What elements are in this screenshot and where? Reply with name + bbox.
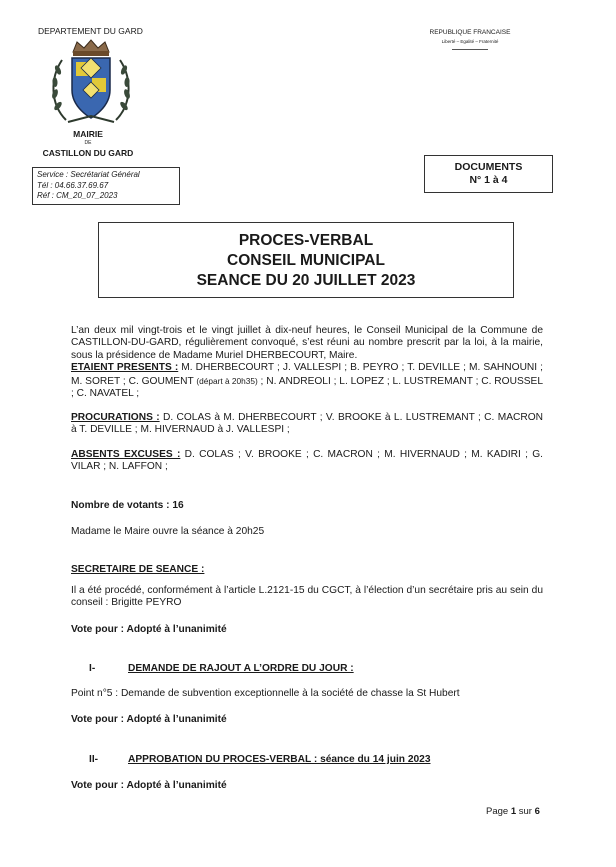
present-note: (départ à 20h35) <box>196 375 258 386</box>
republic-rule <box>452 49 488 50</box>
section-2-heading: APPROBATION DU PROCES-VERBAL : séance du 14 juin 2023 <box>128 754 431 765</box>
page-number <box>486 806 540 817</box>
procurations-text: D. COLAS à M. DHERBECOURT ; V. BROOKE à L. LUSTREMANT ; C. MACRON à T. DEVILLE ; M. HIVERNAUD à J. VALLESPI ; <box>71 412 543 436</box>
present-label: ETAIENT PRESENTS : <box>71 362 179 374</box>
page-middle: sur <box>516 806 535 817</box>
republic-label: REPUBLIQUE FRANCAISE <box>429 29 511 36</box>
title-line-2: CONSEIL MUNICIPAL <box>227 252 385 269</box>
coat-of-arms-logo <box>46 38 136 130</box>
intro-paragraph <box>71 325 543 400</box>
present-list-a: M. DHERBECOURT ; J. VALLESPI ; B. PEYRO ; T. DEVILLE ; M. SAHNOUNI ; M. SORET ; C. GOUMENT <box>71 362 543 387</box>
section-1-text: Point n°5 : Demande de subvention exceptionnelle à la société de chasse la St Hubert <box>71 688 460 699</box>
page-prefix: Page <box>486 806 511 817</box>
secretary-heading: SECRETAIRE DE SEANCE : <box>71 564 205 575</box>
section-1-vote: Vote pour : Adopté à l’unanimité <box>71 714 227 725</box>
mairie-town: CASTILLON DU GARD <box>42 148 134 158</box>
documents-box <box>424 155 553 193</box>
title-line-1: PROCES-VERBAL <box>238 232 374 249</box>
opening-line: Madame le Maire ouvre la séance à 20h25 <box>71 526 265 537</box>
procurations-paragraph <box>71 412 543 437</box>
republic-motto: Liberté – Egalité – Fraternité <box>441 39 499 44</box>
votants-count: Nombre de votants : 16 <box>71 500 184 511</box>
page-current: 1 <box>510 806 517 817</box>
page-total: 6 <box>534 806 540 817</box>
section-2-vote: Vote pour : Adopté à l’unanimité <box>71 780 227 791</box>
service-box <box>32 167 180 205</box>
present-list-b: ; N. ANDREOLI ; L. LOPEZ ; L. LUSTREMANT ; C. ROUSSEL ; C. NAVATEL ; <box>71 375 543 400</box>
documents-label: DOCUMENTS <box>454 161 523 173</box>
department-label: DEPARTEMENT DU GARD <box>38 26 143 36</box>
title-line-3: SEANCE DU 20 JUILLET 2023 <box>196 272 416 289</box>
title-box <box>98 222 514 298</box>
secretary-text: Il a été procédé, conformément à l’article L.2121-15 du CGCT, à l’élection d’un secrétaire pris au sein du conseil : Brigitte PEYRO <box>71 585 543 609</box>
absents-text: D. COLAS ; V. BROOKE ; C. MACRON ; M. HIVERNAUD ; M. KADIRI ; G. VILAR ; N. LAFFON ; <box>71 449 544 473</box>
section-1-number: I- <box>89 663 96 674</box>
secretary-vote: Vote pour : Adopté à l’unanimité <box>71 624 227 635</box>
mairie-label: MAIRIE <box>73 129 103 139</box>
republic-block <box>402 28 538 50</box>
procurations-label: PROCURATIONS : <box>71 412 160 423</box>
service-line: Service : Secrétariat Général <box>37 170 140 179</box>
section-2-number: II- <box>89 754 99 765</box>
service-ref: Réf : CM_20_07_2023 <box>37 191 118 200</box>
absents-paragraph <box>71 449 543 474</box>
intro-text: L’an deux mil vingt-trois et le vingt juillet à dix-neuf heures, le Conseil Municipal de la Commune de CASTILLON-DU-GARD, régulièrement convoqué, s’est réuni au nombre prescrit par la loi, à la mairie, sous la présidence de Madame Muriel DHERBECOURT, Maire. <box>71 325 543 361</box>
mairie-de: DE <box>84 140 92 146</box>
documents-range: N° 1 à 4 <box>469 174 508 186</box>
mairie-block <box>30 128 146 159</box>
service-phone: Tél : 04.66.37.69.67 <box>37 180 109 190</box>
absents-label: ABSENTS EXCUSES : <box>71 449 181 460</box>
section-1-heading: DEMANDE DE RAJOUT A L’ORDRE DU JOUR : <box>128 663 354 674</box>
